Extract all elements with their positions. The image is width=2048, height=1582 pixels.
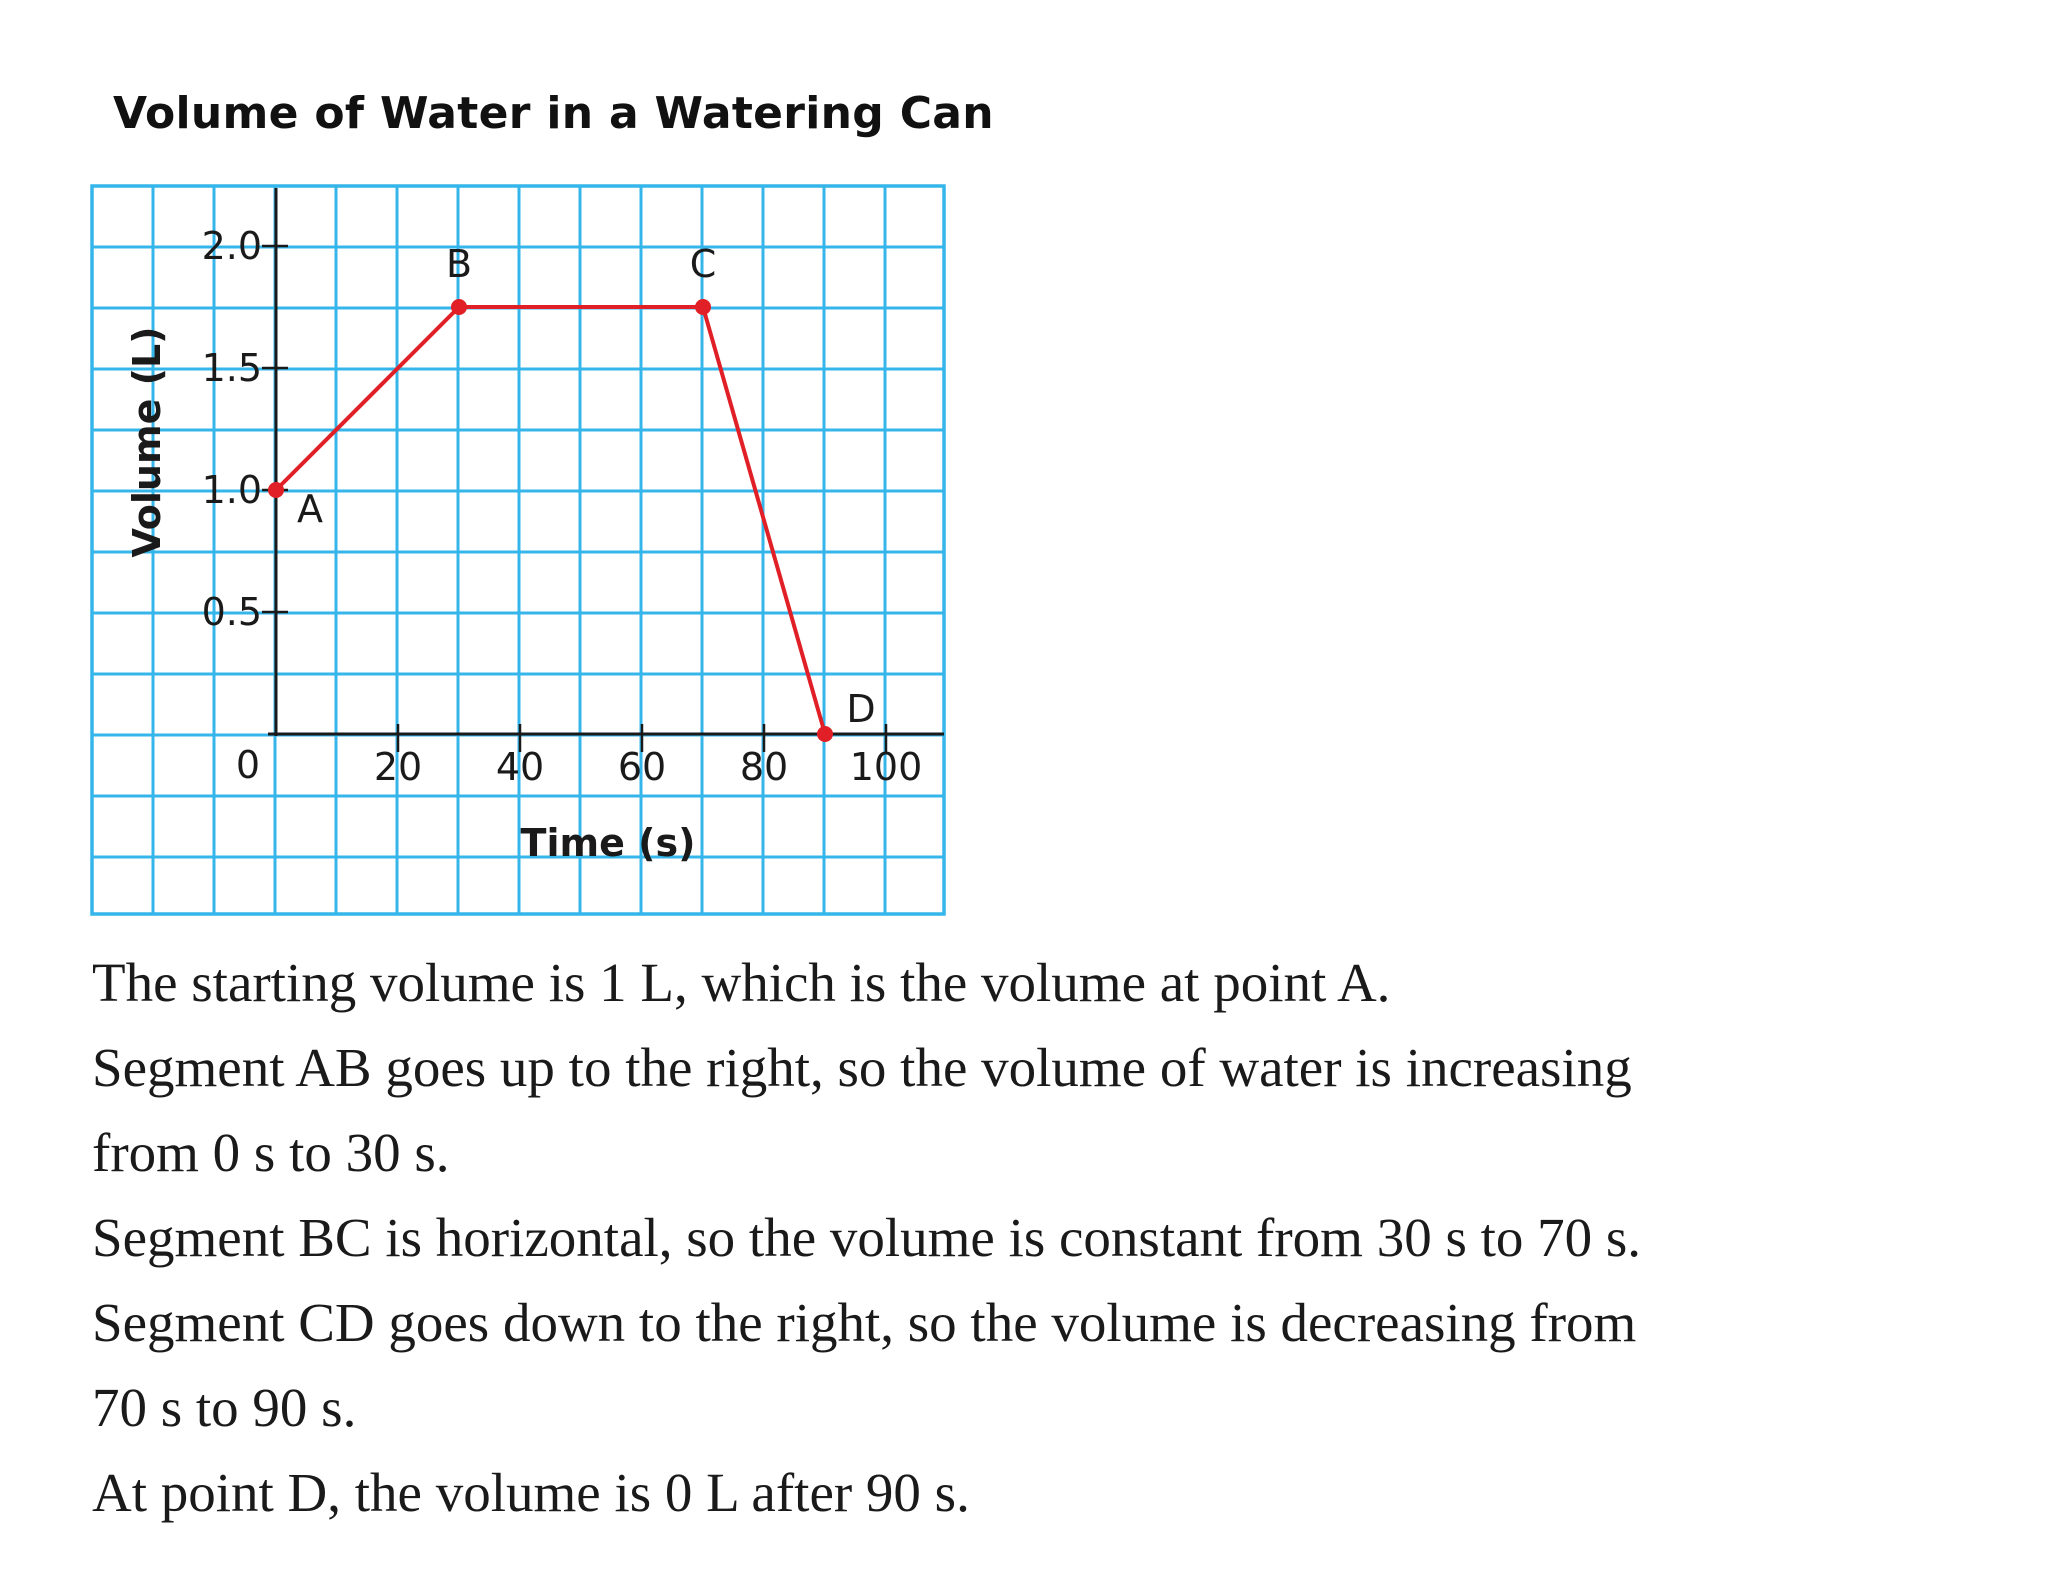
y-tick-label: 1.5 — [201, 346, 262, 390]
point-label-a: A — [297, 487, 323, 531]
explanation-line-5: Segment CD goes down to the right, so the volume is decreasing from — [92, 1292, 1637, 1353]
x-tick-label: 40 — [495, 745, 545, 789]
explanation-line-7: At point D, the volume is 0 L after 90 s. — [92, 1462, 970, 1523]
explanation-text — [92, 940, 2022, 1535]
axes — [268, 188, 944, 736]
point-label-c: C — [689, 242, 717, 286]
explanation-line-6: 70 s to 90 s. — [92, 1377, 357, 1438]
chart-title: Volume of Water in a Watering Can — [113, 88, 994, 139]
grid — [92, 186, 944, 914]
y-axis-label: Volume (L) — [125, 326, 169, 558]
origin-label: 0 — [235, 743, 261, 787]
x-tick-label: 60 — [617, 745, 667, 789]
segment-ab — [276, 307, 459, 490]
y-tick-label: 1.0 — [201, 468, 262, 512]
x-axis-label: Time (s) — [520, 821, 696, 865]
explanation-line-4: Segment BC is horizontal, so the volume is constant from 30 s to 70 s. — [92, 1207, 1642, 1268]
y-tick-label: 2.0 — [201, 224, 262, 268]
explanation-line-3: from 0 s to 30 s. — [92, 1122, 450, 1183]
explanation-line-1: The starting volume is 1 L, which is the volume at point A. — [92, 952, 1391, 1013]
point-label-d: D — [846, 687, 876, 731]
point-c — [695, 299, 711, 315]
y-tick-label: 0.5 — [201, 590, 262, 634]
x-tick-label: 100 — [849, 745, 923, 789]
x-tick-label: 80 — [739, 745, 789, 789]
explanation-line-2: Segment AB goes up to the right, so the volume of water is increasing — [92, 1037, 1632, 1098]
point-b — [451, 299, 467, 315]
point-d — [817, 726, 833, 742]
point-label-b: B — [445, 242, 473, 286]
point-a — [268, 482, 284, 498]
x-tick-label: 20 — [373, 745, 423, 789]
